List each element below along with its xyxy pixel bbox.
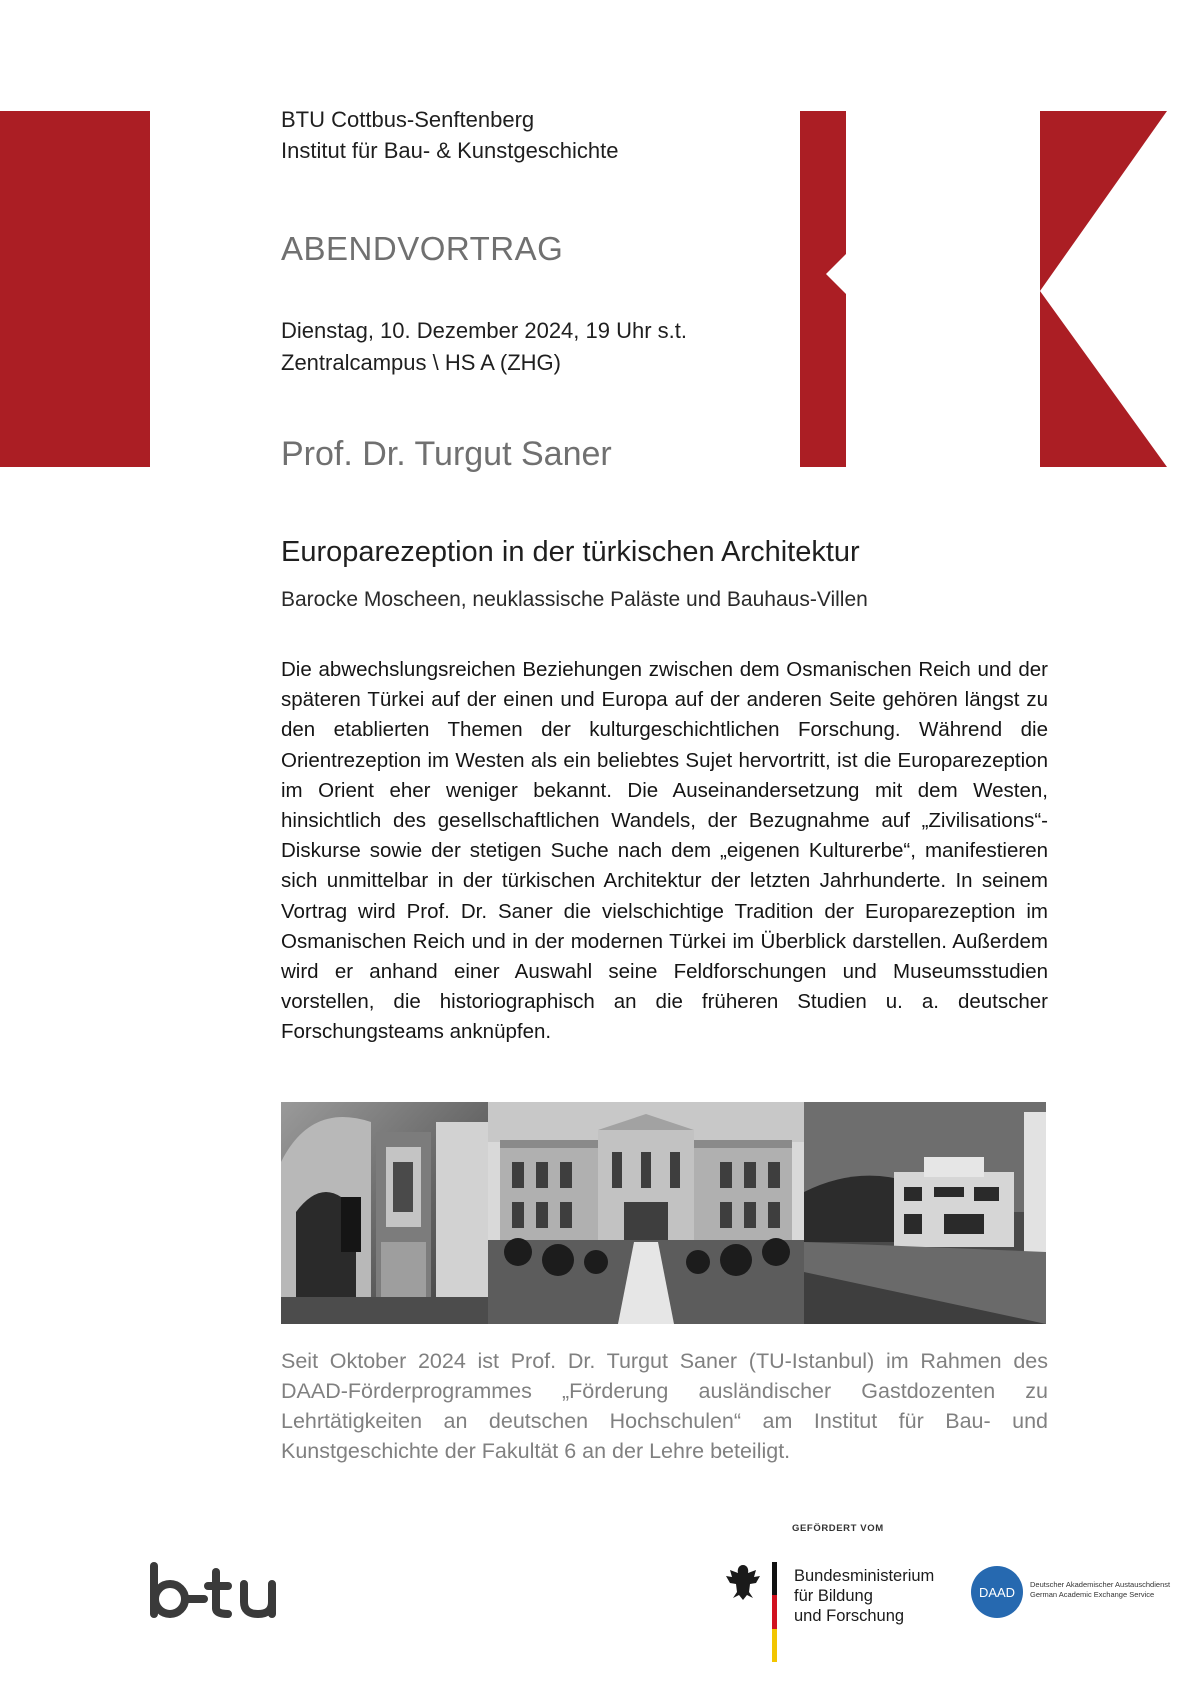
daad-name <box>1030 1580 1170 1600</box>
bmbf-line-1: Bundesministerium <box>794 1567 935 1585</box>
event-kind: ABENDVORTRAG <box>281 230 564 267</box>
speaker-name: Prof. Dr. Turgut Saner <box>281 435 612 473</box>
lecture-title: Europarezeption in der türkischen Architektur <box>281 536 860 568</box>
event-date: Dienstag, 10. Dezember 2024, 19 Uhr s.t. <box>281 318 687 343</box>
daad-line-1: Deutscher Akademischer Austauschdienst <box>1030 1580 1171 1589</box>
neoclassical-palace-photo <box>488 1102 804 1324</box>
bmbf-name <box>794 1566 934 1626</box>
btu-logo <box>148 1562 288 1620</box>
bauhaus-villa-photo <box>804 1102 1046 1324</box>
daad-line-2: German Academic Exchange Service <box>1030 1590 1155 1599</box>
abstract <box>281 655 1048 1048</box>
daad-badge: DAAD <box>971 1566 1023 1618</box>
funding-note <box>281 1346 1048 1466</box>
photo-strip <box>281 1102 1046 1324</box>
bmbf-line-3: und Forschung <box>794 1607 905 1625</box>
event-details <box>281 315 1048 379</box>
german-flag-stripe <box>772 1562 777 1662</box>
red-bar-left <box>0 111 150 467</box>
event-location: Zentralcampus \ HS A (ZHG) <box>281 350 561 375</box>
university-name: BTU Cottbus-Senftenberg <box>281 107 535 132</box>
funded-by-label: GEFÖRDERT VOM <box>792 1523 884 1534</box>
baroque-mosque-photo <box>281 1102 488 1324</box>
abstract-text: Die abwechslungsreichen Beziehungen zwischen dem Osmanischen Reich und der späteren Türkei auf der einen und Europa auf der anderen Seite gehören längst zu den etablierten Themen der kulturgeschichtlichen Forschung. Während die Orientrezeption im Westen als ein beliebtes Sujet hervortritt, ist die Europarezeption im Orient eher weniger bekannt. Die Auseinandersetzung mit dem Westen, hinsichtlich des gesellschaftlichen Wandels, der Bezugnahme auf „Zivilisations“-Diskurse sowie der stetigen Suche nach dem „eigenen Kulturerbe“, manifestieren sich unmittelbar in der türkischen Architektur der letzten Jahrhunderte. In seinem Vortrag wird Prof. Dr. Saner die vielschichtige Tradition der Europarezeption im Osmanischen Reich und in der modernen Türkei im Überblick darstellen. Außerdem wird er anhand einer Auswahl seine Feldforschungen und Museumsstudien vorstellen, die historiographisch an die früheren Studien u. a. deutscher Forschungsteams anknüpfen. <box>281 658 1048 1044</box>
funding-note-text: Seit Oktober 2024 ist Prof. Dr. Turgut Saner (TU-Istanbul) im Rahmen des DAAD-Förderprogrammes „Förderung ausländischer Gastdozenten zu Lehrtätigkeiten an deutschen Hochschulen“ am Institut für Bau- und Kunstgeschichte der Fakultät 6 an der Lehre beteiligt. <box>281 1349 1048 1463</box>
lecture-subtitle: Barocke Moscheen, neuklassische Paläste und Bauhaus-Villen <box>281 588 868 611</box>
institute-name: Institut für Bau- & Kunstgeschichte <box>281 138 619 163</box>
institution-block <box>281 104 1048 166</box>
federal-eagle-icon <box>723 1562 763 1602</box>
bmbf-line-2: für Bildung <box>794 1587 873 1605</box>
